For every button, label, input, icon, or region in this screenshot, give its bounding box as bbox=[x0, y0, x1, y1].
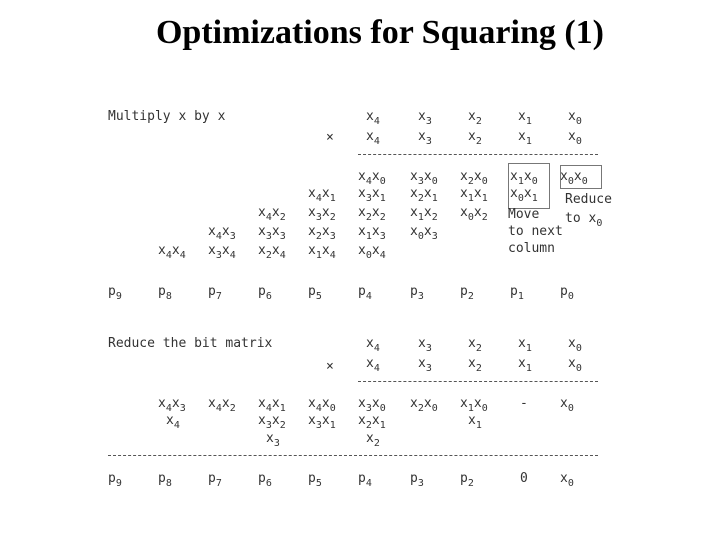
product-term: $p_1$ bbox=[510, 284, 524, 302]
product-term: $p_6$ bbox=[258, 284, 272, 302]
product-term: $p_4$ bbox=[358, 284, 372, 302]
product-term: $p_9$ bbox=[108, 471, 122, 489]
multiplier-term: $x_2$ bbox=[468, 129, 482, 147]
multiplicand-term: $x_0$ bbox=[568, 336, 582, 354]
times-symbol: × bbox=[326, 130, 334, 145]
multiplicand-term: $x_3$ bbox=[418, 336, 432, 354]
move-highlight-box bbox=[508, 163, 550, 209]
multiplier-term: $x_3$ bbox=[418, 356, 432, 374]
product-term: $p_2$ bbox=[460, 284, 474, 302]
reduced-matrix-term: $x_1x_0$ bbox=[460, 396, 488, 414]
multiplier-term: $x_2$ bbox=[468, 356, 482, 374]
multiplier-term: $x_4$ bbox=[366, 356, 380, 374]
partial-product-term: $x_0x_0$ bbox=[560, 169, 588, 187]
partial-product-term: $x_1x_4$ bbox=[308, 243, 336, 261]
reduced-matrix-term: $x_2x_1$ bbox=[358, 413, 386, 431]
partial-product-term: $x_2x_4$ bbox=[258, 243, 286, 261]
times-symbol: × bbox=[326, 359, 334, 374]
product-term: $p_7$ bbox=[208, 471, 222, 489]
partial-product-term: $x_3x_2$ bbox=[308, 205, 336, 223]
multiplicand-term: $x_2$ bbox=[468, 336, 482, 354]
partial-product-term: $x_0x_3$ bbox=[410, 224, 438, 242]
partial-product-term: $x_1x_0$ bbox=[510, 169, 538, 187]
reduced-matrix-term: $x_3$ bbox=[266, 431, 280, 449]
partial-product-term: $x_0x_2$ bbox=[460, 205, 488, 223]
partial-product-term: $x_4x_0$ bbox=[358, 169, 386, 187]
reduced-matrix-term: $x_0$ bbox=[560, 396, 574, 414]
multiplicand-term: $x_1$ bbox=[518, 336, 532, 354]
multiplicand-term: $x_3$ bbox=[418, 109, 432, 127]
partial-product-term: $x_3x_3$ bbox=[258, 224, 286, 242]
product-term: $p_8$ bbox=[158, 284, 172, 302]
multiplicand-term: $x_2$ bbox=[468, 109, 482, 127]
reduce-label: Reduce the bit matrix bbox=[108, 336, 273, 351]
reduced-matrix-term: $x_2x_0$ bbox=[410, 396, 438, 414]
partial-product-term: $x_4x_3$ bbox=[208, 224, 236, 242]
multiplier-term: $x_0$ bbox=[568, 129, 582, 147]
partial-product-term: $x_2x_1$ bbox=[410, 186, 438, 204]
reduced-matrix-term: $x_3x_0$ bbox=[358, 396, 386, 414]
reduced-matrix-term: $x_1$ bbox=[468, 413, 482, 431]
reduced-matrix-term: $x_4x_0$ bbox=[308, 396, 336, 414]
multiplicand-term: $x_4$ bbox=[366, 336, 380, 354]
multiplier-term: $x_1$ bbox=[518, 356, 532, 374]
partial-product-term: $x_0x_4$ bbox=[358, 243, 386, 261]
reduced-matrix-term: $x_3x_2$ bbox=[258, 413, 286, 431]
partial-product-term: $x_4x_4$ bbox=[158, 243, 186, 261]
product-term: 0 bbox=[520, 471, 528, 486]
partial-product-term: $x_1x_2$ bbox=[410, 205, 438, 223]
reduced-matrix-term: $x_4$ bbox=[166, 413, 180, 431]
product-term: $p_8$ bbox=[158, 471, 172, 489]
product-term: $p_2$ bbox=[460, 471, 474, 489]
reduced-matrix-term: - bbox=[520, 396, 528, 411]
product-term: $p_5$ bbox=[308, 471, 322, 489]
product-term: $p_7$ bbox=[208, 284, 222, 302]
slide-title: Optimizations for Squaring (1) bbox=[155, 14, 604, 51]
result-separator-line bbox=[108, 455, 598, 456]
product-term: $p_5$ bbox=[308, 284, 322, 302]
reduced-matrix-term: $x_3x_1$ bbox=[308, 413, 336, 431]
multiplier-term: $x_3$ bbox=[418, 129, 432, 147]
multiplier-term: $x_1$ bbox=[518, 129, 532, 147]
separator-line bbox=[358, 154, 598, 155]
partial-product-term: $x_3x_4$ bbox=[208, 243, 236, 261]
reduced-matrix-term: $x_4x_2$ bbox=[208, 396, 236, 414]
product-term: $p_3$ bbox=[410, 284, 424, 302]
product-term: $p_3$ bbox=[410, 471, 424, 489]
reduced-matrix-term: $x_4x_3$ bbox=[158, 396, 186, 414]
multiply-label: Multiply x by x bbox=[108, 109, 226, 124]
partial-product-term: $x_2x_3$ bbox=[308, 224, 336, 242]
multiplicand-term: $x_4$ bbox=[366, 109, 380, 127]
move-note-line: to next bbox=[508, 224, 563, 239]
partial-product-term: $x_0x_1$ bbox=[510, 186, 538, 204]
partial-product-term: $x_4x_2$ bbox=[258, 205, 286, 223]
partial-product-term: $x_3x_0$ bbox=[410, 169, 438, 187]
product-term: $x_0$ bbox=[560, 471, 574, 489]
partial-product-term: $x_1x_1$ bbox=[460, 186, 488, 204]
move-note-line: Move bbox=[508, 207, 540, 222]
product-term: $p_4$ bbox=[358, 471, 372, 489]
multiplier-term: $x_4$ bbox=[366, 129, 380, 147]
multiplicand-term: $x_1$ bbox=[518, 109, 532, 127]
reduced-matrix-term: $x_2$ bbox=[366, 431, 380, 449]
partial-product-term: $x_2x_0$ bbox=[460, 169, 488, 187]
reduce-highlight-box bbox=[560, 165, 602, 189]
product-term: $p_9$ bbox=[108, 284, 122, 302]
reduce-note-line: to $x_0$ bbox=[565, 211, 603, 229]
reduce-note-line: Reduce bbox=[565, 192, 612, 207]
partial-product-term: $x_2x_2$ bbox=[358, 205, 386, 223]
product-term: $p_6$ bbox=[258, 471, 272, 489]
separator-line bbox=[358, 381, 598, 382]
product-term: $p_0$ bbox=[560, 284, 574, 302]
multiplicand-term: $x_0$ bbox=[568, 109, 582, 127]
reduced-matrix-term: $x_4x_1$ bbox=[258, 396, 286, 414]
partial-product-term: $x_1x_3$ bbox=[358, 224, 386, 242]
multiplier-term: $x_0$ bbox=[568, 356, 582, 374]
move-note-line: column bbox=[508, 241, 555, 256]
partial-product-term: $x_4x_1$ bbox=[308, 186, 336, 204]
partial-product-term: $x_3x_1$ bbox=[358, 186, 386, 204]
